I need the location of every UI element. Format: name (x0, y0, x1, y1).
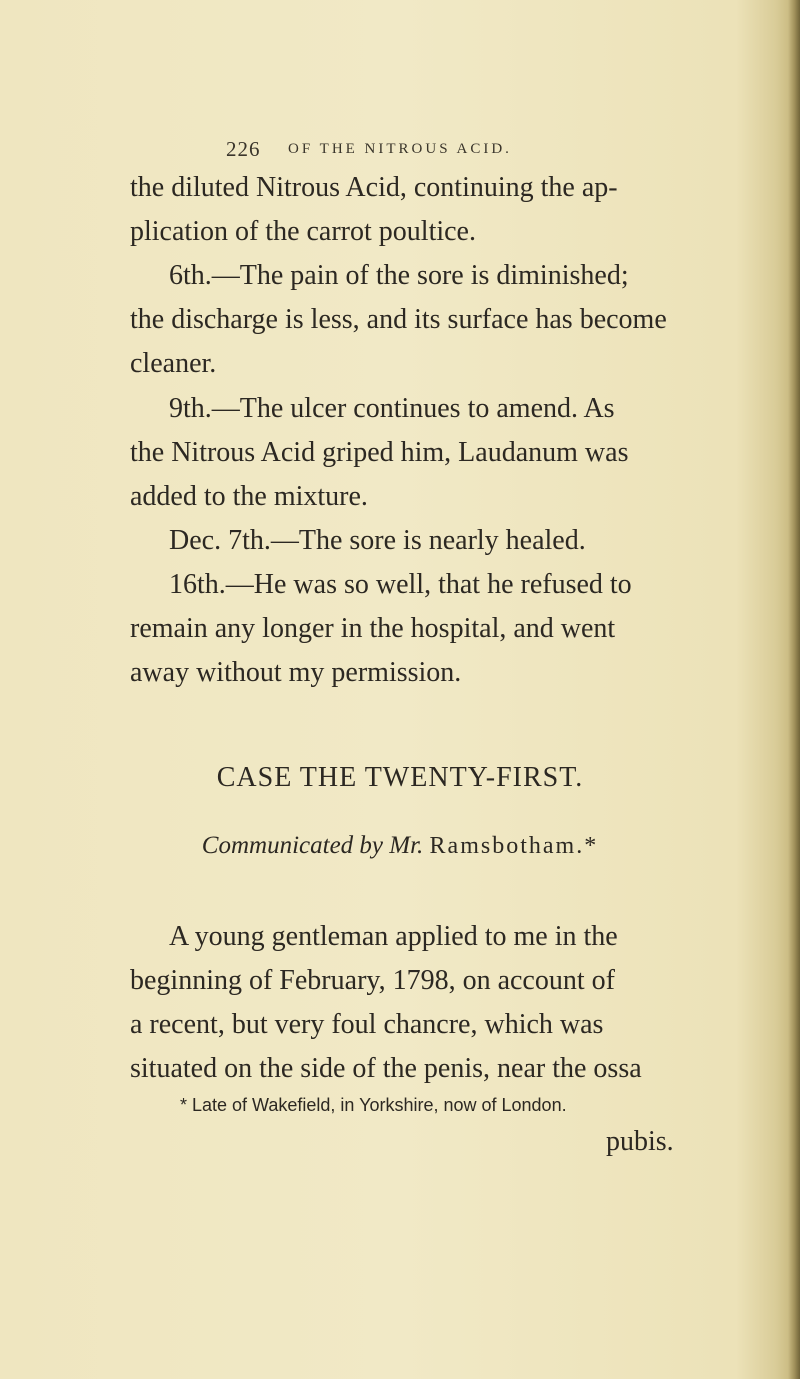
catchword: pubis. (606, 1126, 674, 1157)
text-line: beginning of February, 1798, on account of (130, 965, 615, 996)
text-line: the discharge is less, and its surface has become (130, 304, 667, 335)
page-edge (788, 0, 800, 1379)
byline-prefix: Communicated by Mr. (201, 832, 424, 859)
text-line: 16th.—He was so well, that he refused to (169, 569, 632, 600)
text-line: added to the mixture. (130, 481, 368, 512)
text-line: Dec. 7th.—The sore is nearly healed. (169, 525, 586, 556)
text-line: remain any longer in the hospital, and went (130, 613, 616, 644)
text-line: A young gentleman applied to me in the (169, 921, 618, 952)
case-heading: CASE THE TWENTY-FIRST. (216, 762, 584, 793)
page-number: 226 (226, 137, 261, 161)
byline-name: Ramsbotham.* (429, 833, 599, 859)
text-line: the diluted Nitrous Acid, continuing the ap- (130, 172, 618, 203)
byline (0, 832, 800, 860)
text-line: 6th.—The pain of the sore is diminished; (169, 260, 629, 291)
text-line: the Nitrous Acid griped him, Laudanum was (130, 437, 629, 468)
text-line: cleaner. (130, 348, 217, 379)
running-title: OF THE NITROUS ACID. (288, 141, 512, 157)
text-line: situated on the side of the penis, near the ossa (130, 1053, 642, 1084)
text-line: 9th.—The ulcer continues to amend. As (169, 393, 615, 424)
text-line: a recent, but very foul chancre, which was (130, 1009, 604, 1040)
text-line: away without my permission. (130, 657, 462, 688)
footnote: * Late of Wakefield, in Yorkshire, now of London. (180, 1095, 567, 1115)
text-line: plication of the carrot poultice. (130, 216, 476, 247)
running-head (226, 137, 746, 167)
